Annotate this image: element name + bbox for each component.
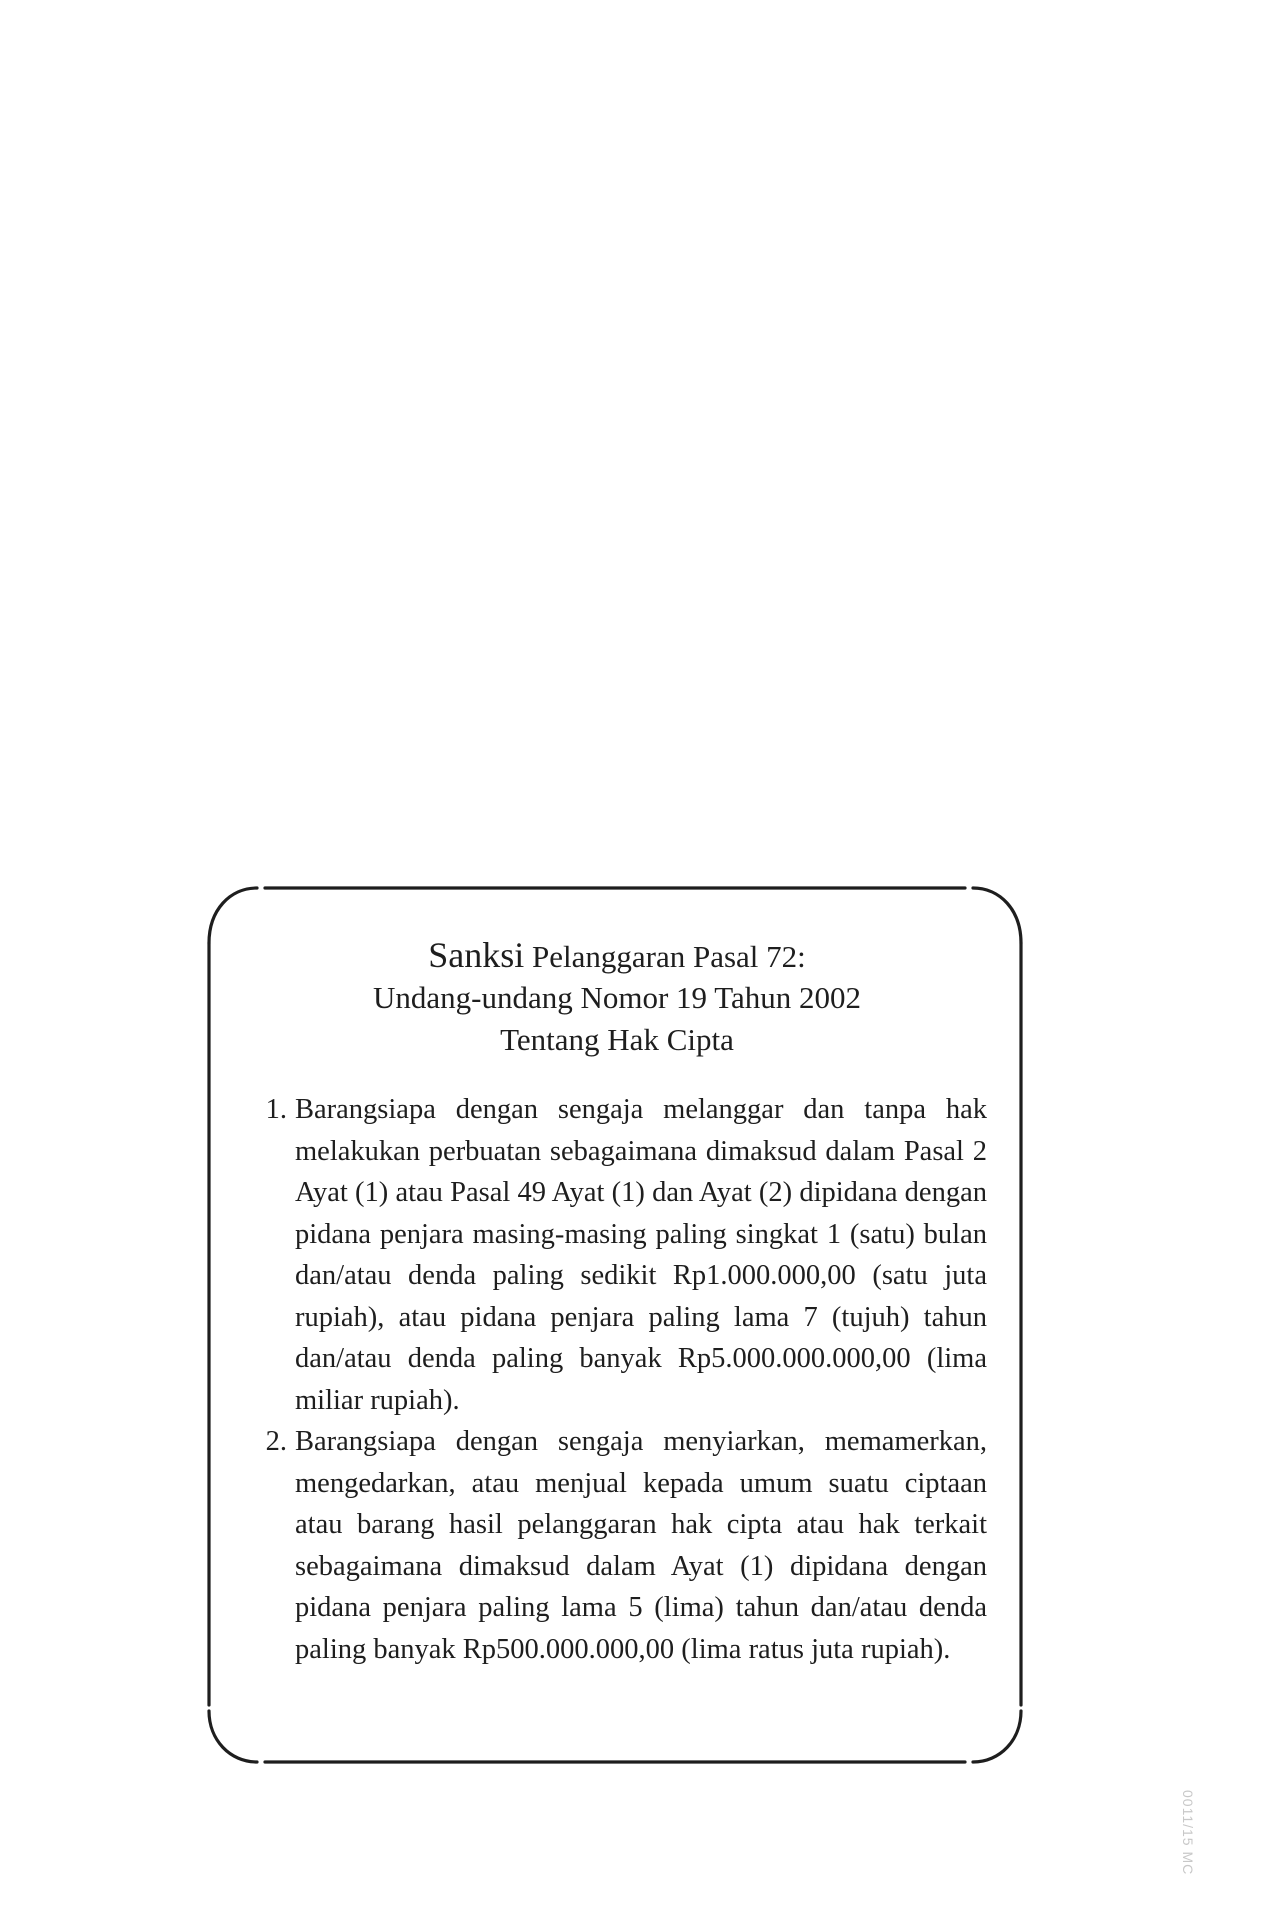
law-reference: Undang-undang Nomor 19 Tahun 2002 (372, 980, 862, 1015)
sanctions-list (247, 1089, 987, 1670)
list-item (247, 1089, 987, 1421)
side-print-code: 0011/15 MC (1180, 1790, 1196, 1876)
sanctions-notice-box (205, 885, 1025, 1765)
title-rest: Pelanggaran Pasal 72: (532, 939, 806, 974)
notice-content (247, 935, 987, 1670)
heading-title (247, 935, 987, 977)
law-subject: Tentang Hak Cipta (500, 1022, 734, 1057)
title-word: Sanksi (428, 935, 525, 975)
item-text: Barangsiapa dengan sengaja menyiarkan, memamerkan, mengedarkan, atau menjual kepada umum suatu ciptaan atau barang hasil pelanggaran hak cipta atau hak terkait sebagaimana dimaksud dalam Ayat (1) dipidana dengan pidana penjara paling lama 5 (lima) tahun dan/atau denda paling banyak Rp500.000.000,00 (lima ratus juta rupiah). (295, 1426, 987, 1665)
notice-heading (247, 935, 987, 1061)
list-item (247, 1421, 987, 1670)
item-number: 1. (265, 1094, 287, 1125)
item-number: 2. (265, 1426, 287, 1457)
item-text: Barangsiapa dengan sengaja melanggar dan tanpa hak melakukan perbuatan sebagaimana dimaksud dalam Pasal 2 Ayat (1) atau Pasal 49 Ayat (1) dan Ayat (2) dipidana dengan pidana penjara masing-masing paling singkat 1 (satu) bulan dan/atau denda paling sedikit Rp1.000.000,00 (satu juta rupiah), atau pidana penjara paling lama 7 (tujuh) tahun dan/atau denda paling banyak Rp5.000.000.000,00 (lima miliar rupiah). (295, 1094, 987, 1416)
